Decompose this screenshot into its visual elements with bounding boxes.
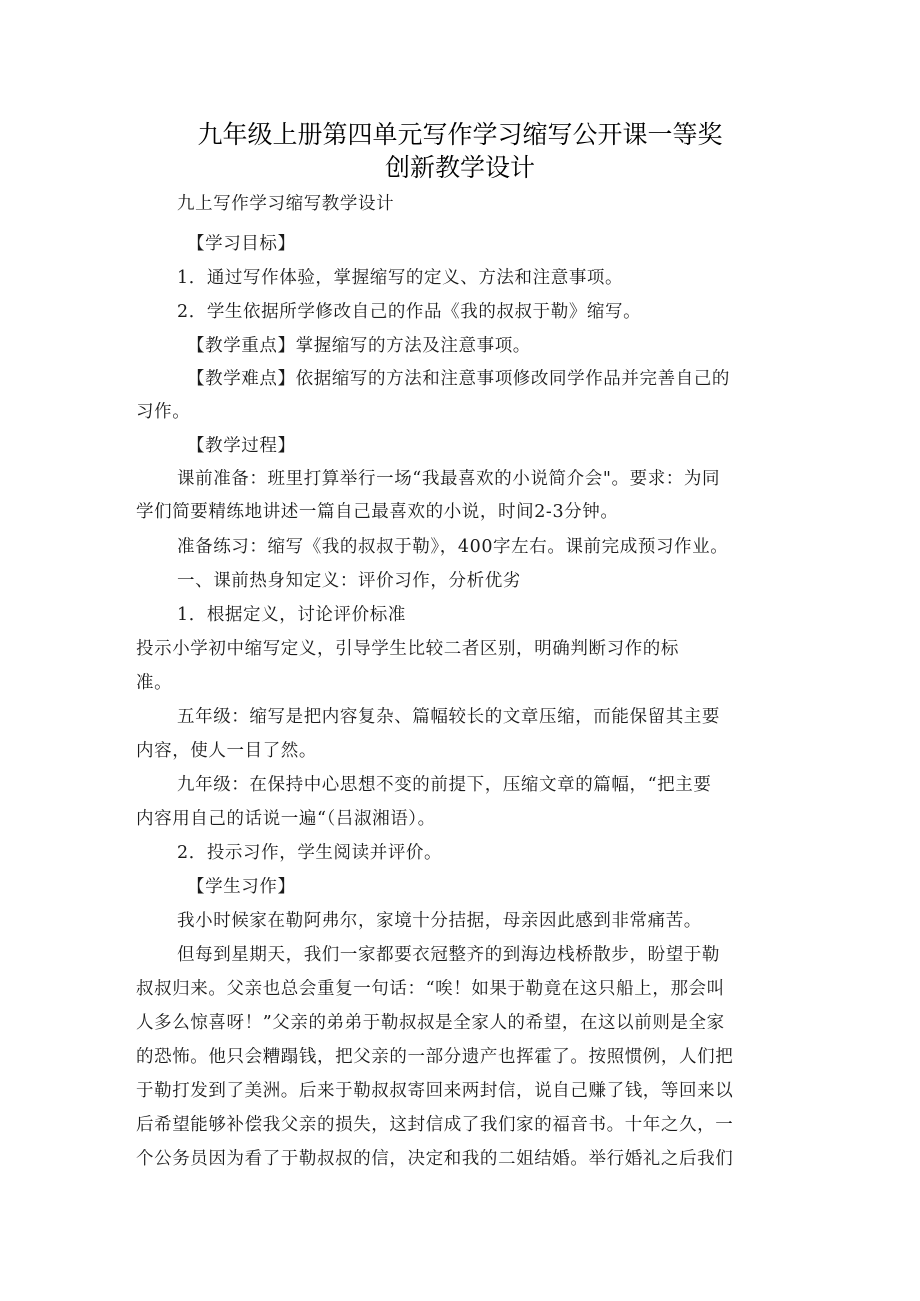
teaching-focus: 【教学重点】掌握缩写的方法及注意事项。 bbox=[187, 336, 531, 356]
subtitle: 九上写作学习缩写教学设计 bbox=[177, 194, 395, 214]
paragraph-line: 后希望能够补偿我父亲的损失，这封信成了我们家的福音书。十年之久，一 bbox=[136, 1115, 734, 1135]
paragraph-line: 于勒打发到了美洲。后来于勒叔叔寄回来两封信，说自己赚了钱，等回来以 bbox=[136, 1081, 734, 1101]
objective-item-2: 2．学生依据所学修改自己的作品《我的叔叔于勒》缩写。 bbox=[177, 302, 642, 322]
document-title-line-2: 创新教学设计 bbox=[384, 153, 535, 182]
list-item: 2．投示习作，学生阅读并评价。 bbox=[177, 843, 443, 863]
paragraph-line: 内容用自己的话说一遍“（吕淑湘语）。 bbox=[136, 809, 436, 829]
paragraph-line: 五年级：缩写是把内容复杂、篇幅较长的文章压缩，而能保留其主要 bbox=[177, 707, 720, 727]
teaching-difficulty-cont: 习作。 bbox=[136, 402, 191, 422]
section-heading-student-work: 【学生习作】 bbox=[187, 877, 296, 897]
list-item: 1．根据定义，讨论评价标准 bbox=[177, 605, 406, 625]
paragraph-line: 但每到星期天，我们一家都要衣冠整齐的到海边栈桥散步，盼望于勒 bbox=[177, 945, 720, 965]
paragraph-line: 准备练习：缩写《我的叔叔于勒》，400字左右。课前完成预习作业。 bbox=[177, 537, 729, 557]
document-title-line-1: 九年级上册第四单元写作学习缩写公开课一等奖 bbox=[197, 120, 723, 149]
paragraph-line: 个公务员因为看了于勒叔叔的信，决定和我的二姐结婚。举行婚礼之后我们 bbox=[136, 1149, 734, 1169]
paragraph-line: 准。 bbox=[136, 673, 173, 693]
paragraph-line: 九年级：在保持中心思想不变的前提下，压缩文章的篇幅，“把主要 bbox=[177, 775, 712, 795]
paragraph-line: 内容，使人一目了然。 bbox=[136, 741, 317, 761]
paragraph-line: 人多么惊喜呀！”父亲的弟弟于勒叔叔是全家人的希望，在这以前则是全家 bbox=[136, 1013, 725, 1033]
section-heading-warmup: 一、课前热身知定义：评价习作，分析优劣 bbox=[177, 571, 521, 591]
paragraph-line: 叔叔归来。父亲也总会重复一句话：“唉！如果于勒竟在这只船上，那会叫 bbox=[136, 979, 725, 999]
paragraph-line: 学们简要精练地讲述一篇自己最喜欢的小说，时间2-3分钟。 bbox=[136, 502, 619, 522]
section-heading-process: 【教学过程】 bbox=[187, 436, 296, 456]
paragraph-line: 课前准备：班里打算举行一场“我最喜欢的小说简介会"。要求：为同 bbox=[177, 469, 721, 489]
paragraph-line: 我小时候家在勒阿弗尔，家境十分拮据，母亲因此感到非常痛苦。 bbox=[177, 911, 702, 931]
paragraph-line: 的恐怖。他只会糟蹋钱，把父亲的一部分遗产也挥霍了。按照惯例，人们把 bbox=[136, 1047, 734, 1067]
objective-item-1: 1．通过写作体验，掌握缩写的定义、方法和注意事项。 bbox=[177, 268, 624, 288]
teaching-difficulty: 【教学难点】依据缩写的方法和注意事项修改同学作品并完善自己的 bbox=[187, 369, 730, 389]
paragraph-line: 投示小学初中缩写定义，引导学生比较二者区别，明确判断习作的标 bbox=[136, 639, 679, 659]
section-heading-objectives: 【学习目标】 bbox=[187, 234, 296, 254]
